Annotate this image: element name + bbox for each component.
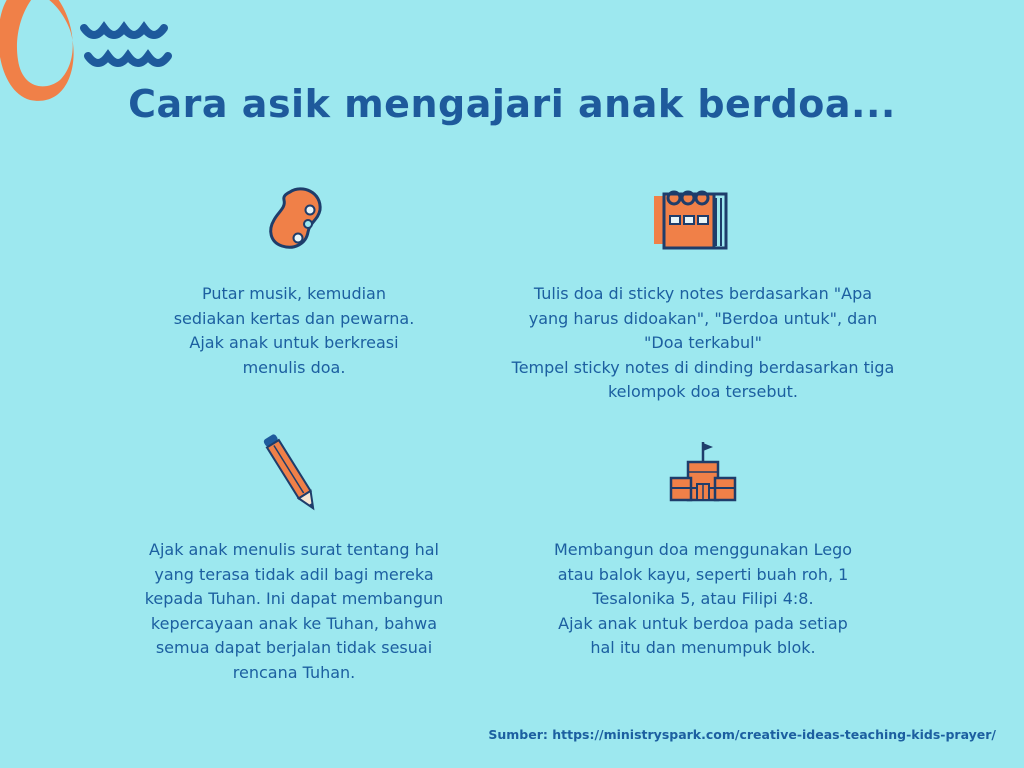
pencil-icon <box>262 430 324 522</box>
tip-text-1 <box>144 282 444 380</box>
source-credit: Sumber: https://ministryspark.com/creative-ideas-teaching-kids-prayer/ <box>488 727 996 742</box>
calendar-icon <box>650 186 730 252</box>
page-title: Cara asik mengajari anak berdoa... <box>128 82 896 126</box>
text-line: semua dapat berjalan tidak sesuai <box>155 638 433 657</box>
text-line: kepercayaan anak ke Tuhan, bahwa <box>150 613 438 633</box>
text-line: kelompok doa tersebut. <box>607 382 799 401</box>
text-line: hal itu dan menumpuk blok. <box>590 638 816 657</box>
text-line: Membangun doa menggunakan Lego <box>553 540 853 559</box>
palette-icon <box>266 186 324 252</box>
blue-wave-lines <box>84 28 168 63</box>
text-line: rencana Tuhan. <box>232 662 356 682</box>
tip-text-3 <box>134 538 454 685</box>
text-line: Ajak anak menulis surat tentang hal <box>149 540 439 559</box>
text-line: sediakan kertas dan pewarna. <box>173 308 415 328</box>
text-line: Putar musik, kemudian <box>201 284 386 303</box>
text-line: Tesalonika 5, atau Filipi 4:8. <box>592 589 814 608</box>
tip-text-2 <box>490 282 916 405</box>
text-line: Ajak anak untuk berdoa pada setiap <box>558 613 848 633</box>
text-line: Tulis doa di sticky notes berdasarkan "Apa <box>533 284 873 303</box>
text-line: kepada Tuhan. Ini dapat membangun <box>144 589 444 608</box>
text-line: yang harus didoakan", "Berdoa untuk", dan <box>528 308 878 328</box>
text-line: yang terasa tidak adil bagi mereka <box>154 564 434 584</box>
text-line: Tempel sticky notes di dinding berdasarkan tiga <box>511 357 895 377</box>
text-line: atau balok kayu, seperti buah roh, 1 <box>557 564 849 584</box>
castle-icon <box>668 440 738 504</box>
text-line: "Doa terkabul" <box>644 333 762 352</box>
text-line: menulis doa. <box>242 357 346 377</box>
tip-text-4 <box>540 538 866 661</box>
text-line: Ajak anak untuk berkreasi <box>189 333 399 352</box>
